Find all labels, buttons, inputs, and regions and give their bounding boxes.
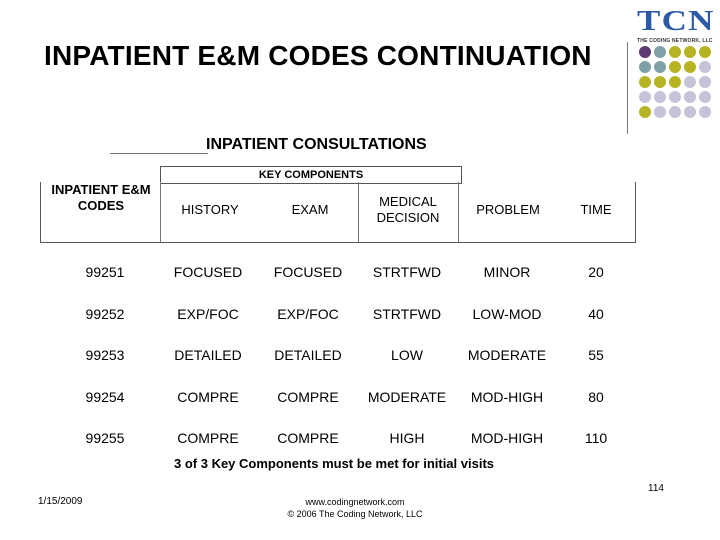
- requirement-note: 3 of 3 Key Components must be met for initial visits: [174, 456, 495, 471]
- header-history: HISTORY: [181, 202, 239, 217]
- logo-divider: [627, 42, 628, 134]
- section-title: INPATIENT CONSULTATIONS: [206, 136, 427, 153]
- table-cell: FOCUSED: [173, 264, 243, 280]
- decorative-dot: [699, 61, 711, 73]
- table-cell: COMPRE: [277, 430, 339, 446]
- table-cell: EXP/FOC: [177, 306, 239, 322]
- header-exam: EXAM: [291, 202, 329, 217]
- decorative-dot: [654, 46, 666, 58]
- table-cell: COMPRE: [277, 389, 339, 405]
- header-problem: PROBLEM: [476, 202, 540, 217]
- footer-copyright: © 2006 The Coding Network, LLC: [287, 509, 423, 519]
- decorative-dot: [669, 76, 681, 88]
- table-cell: DETAILED: [174, 347, 242, 363]
- key-components-label: KEY COMPONENTS: [160, 166, 462, 184]
- page-number: 114: [648, 483, 664, 494]
- decorative-dot: [669, 46, 681, 58]
- cpt-code-cell: 99254: [85, 389, 125, 405]
- decorative-dot: [669, 91, 681, 103]
- table-row: [0, 347, 604, 367]
- decorative-dot: [639, 46, 651, 58]
- decorative-dot: [654, 76, 666, 88]
- decorative-dot: [699, 46, 711, 58]
- tcn-logo: [633, 8, 713, 44]
- decorative-dot: [654, 91, 666, 103]
- table-cell: STRTFWD: [372, 264, 442, 280]
- table-cell: FOCUSED: [273, 264, 343, 280]
- decorative-dot-grid: [639, 46, 715, 124]
- table-cell: MINOR: [483, 264, 531, 280]
- table-cell: EXP/FOC: [277, 306, 339, 322]
- table-cell: COMPRE: [177, 389, 239, 405]
- logo-text: TCN: [637, 6, 715, 37]
- table-cell: 40: [588, 306, 604, 322]
- table-cell: MOD-HIGH: [470, 389, 544, 405]
- decorative-dot: [684, 91, 696, 103]
- table-cell: 55: [588, 347, 604, 363]
- table-cell: DETAILED: [274, 347, 342, 363]
- decorative-dot: [639, 76, 651, 88]
- decorative-dot: [699, 106, 711, 118]
- table-cell: HIGH: [389, 430, 425, 446]
- table-row: [0, 306, 604, 326]
- table-cell: 20: [588, 264, 604, 280]
- decorative-dot: [669, 106, 681, 118]
- cpt-code-cell: 99252: [85, 306, 125, 322]
- logo-subtitle: THE CODING NETWORK, LLC: [637, 38, 713, 44]
- column-divider: [458, 182, 459, 242]
- cpt-code-cell: 99253: [85, 347, 125, 363]
- table-cell: 80: [588, 389, 604, 405]
- cpt-code-cell: 99255: [85, 430, 125, 446]
- table-cell: LOW-MOD: [472, 306, 542, 322]
- footer-website: www.codingnetwork.com: [305, 497, 405, 507]
- decorative-dot: [684, 76, 696, 88]
- decorative-dot: [639, 106, 651, 118]
- table-cell: MODERATE: [367, 389, 447, 405]
- header-time: TIME: [580, 202, 612, 217]
- header-inpatient-codes: INPATIENT E&M CODES: [51, 182, 151, 213]
- decorative-dot: [684, 61, 696, 73]
- header-medical-decision: MEDICAL DECISION: [376, 194, 440, 225]
- decorative-dot: [684, 106, 696, 118]
- slide-title: INPATIENT E&M CODES CONTINUATION: [44, 40, 592, 71]
- table-cell: LOW: [391, 347, 423, 363]
- table-row: [0, 389, 604, 409]
- table-cell: MOD-HIGH: [470, 430, 544, 446]
- table-cell: 110: [584, 430, 608, 446]
- decorative-dot: [699, 91, 711, 103]
- table-row: [0, 264, 604, 284]
- decorative-dot: [699, 76, 711, 88]
- column-divider: [358, 182, 359, 242]
- decorative-dot: [684, 46, 696, 58]
- decorative-dot: [654, 106, 666, 118]
- table-cell: STRTFWD: [372, 306, 442, 322]
- table-cell: MODERATE: [467, 347, 547, 363]
- decorative-dot: [639, 91, 651, 103]
- decorative-dot: [669, 61, 681, 73]
- cpt-code-cell: 99251: [85, 264, 125, 280]
- slide-date: 1/15/2009: [38, 496, 83, 507]
- table-cell: COMPRE: [177, 430, 239, 446]
- decorative-dot: [654, 61, 666, 73]
- column-divider: [160, 182, 161, 242]
- section-underline: [110, 153, 208, 154]
- table-row: [0, 430, 608, 450]
- footer: [270, 496, 440, 520]
- decorative-dot: [639, 61, 651, 73]
